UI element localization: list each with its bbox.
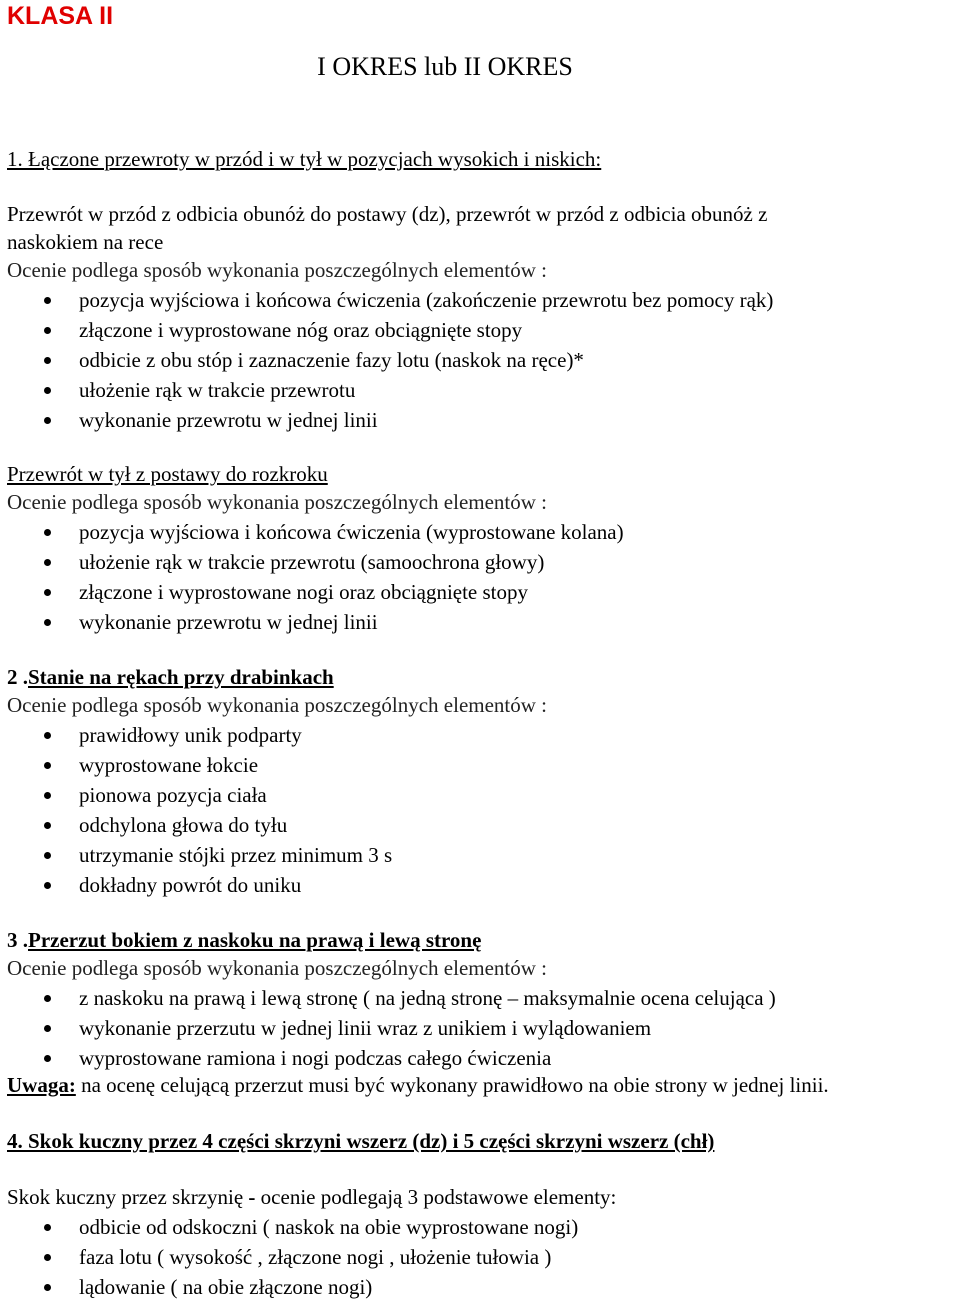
list-item: utrzymanie stójki przez minimum 3 s [0, 840, 392, 870]
list-item: wyprostowane ramiona i nogi podczas całego ćwiczenia [0, 1043, 776, 1073]
sub2-title-text: Przewrót w tył z postawy do rozkroku [7, 462, 328, 486]
list-item: odchylona głowa do tyłu [0, 810, 392, 840]
sub2-title [7, 460, 328, 488]
section-3-number: 3 . [7, 928, 28, 952]
list-item: ułożenie rąk w trakcie przewrotu (samoochrona głowy) [0, 547, 624, 577]
criteria-list-1 [0, 285, 773, 435]
list-item: pozycja wyjściowa i końcowa ćwiczenia (zakończenie przewrotu bez pomocy rąk) [0, 285, 773, 315]
section-4-title-text: 4. Skok kuczny przez 4 części skrzyni wszerz (dz) i 5 części skrzyni wszerz (chł) [7, 1129, 715, 1153]
term-heading: I OKRES lub II OKRES [317, 52, 573, 81]
section-2-number: 2 . [7, 665, 28, 689]
list-item: faza lotu ( wysokość , złączone nogi , ułożenie tułowia ) [0, 1242, 578, 1272]
section-4-intro [7, 1183, 616, 1211]
list-item: złączone i wyprostowane nóg oraz obciągnięte stopy [0, 315, 773, 345]
list-item: ułożenie rąk w trakcie przewrotu [0, 375, 773, 405]
class-heading: KLASA II [7, 2, 114, 30]
list-item: pozycja wyjściowa i końcowa ćwiczenia (wyprostowane kolana) [0, 517, 624, 547]
list-item: prawidłowy unik podparty [0, 720, 392, 750]
note-text: na ocenę celującą przerzut musi być wykonany prawidłowo na obie strony w jednej linii. [75, 1073, 829, 1097]
list-item: odbicie od odskoczni ( naskok na obie wyprostowane nogi) [0, 1212, 578, 1242]
section-3-title [7, 926, 481, 954]
list-item: odbicie z obu stóp i zaznaczenie fazy lotu (naskok na ręce)* [0, 345, 773, 375]
intro-part-a: Skok kuczny przez skrzynię [7, 1185, 249, 1209]
list-item: wykonanie przerzutu w jednej linii wraz z unikiem i wylądowaniem [0, 1013, 776, 1043]
section-2-title [7, 663, 334, 691]
criteria-list-3 [0, 720, 392, 900]
list-item: lądowanie ( na obie złączone nogi) [0, 1272, 578, 1302]
section-4-title [7, 1127, 714, 1155]
list-item: wyprostowane łokcie [0, 750, 392, 780]
criteria-list-5 [0, 1212, 578, 1302]
section-3-title-text: Przerzut bokiem z naskoku na prawą i lewą stronę [28, 928, 482, 952]
grading-note-4: Ocenie podlega sposób wykonania poszczególnych elementów : [7, 956, 548, 980]
intro-part-c: ocenie podlegają 3 podstawowe elementy: [255, 1185, 617, 1209]
intro-dash: - [248, 1185, 256, 1209]
section-1-title-text: 1. Łączone przewroty w przód i w tył w pozycjach wysokich i niskich: [7, 147, 602, 171]
list-item: z naskoku na prawą i lewą stronę ( na jedną stronę – maksymalnie ocena celująca ) [0, 983, 776, 1013]
section-2-title-text: Stanie na rękach przy drabinkach [28, 665, 334, 689]
grading-note-2: Ocenie podlega sposób wykonania poszczególnych elementów : [7, 490, 548, 514]
grading-note-1: Ocenie podlega sposób wykonania poszczególnych elementów : [7, 258, 548, 282]
note-label: Uwaga: [7, 1073, 76, 1097]
list-item: dokładny powrót do uniku [0, 870, 392, 900]
list-item: pionowa pozycja ciała [0, 780, 392, 810]
criteria-list-4 [0, 983, 776, 1073]
sub1-line1: Przewrót w przód z odbicia obunóż do postawy (dz), przewrót w przód z odbicia obunóż z [7, 202, 768, 226]
criteria-list-2 [0, 517, 624, 637]
grading-note-3: Ocenie podlega sposób wykonania poszczególnych elementów : [7, 693, 548, 717]
sub1-line2: naskokiem na rece [7, 230, 164, 254]
list-item: wykonanie przewrotu w jednej linii [0, 607, 624, 637]
note [7, 1071, 829, 1099]
list-item: wykonanie przewrotu w jednej linii [0, 405, 773, 435]
list-item: złączone i wyprostowane nogi oraz obciągnięte stopy [0, 577, 624, 607]
section-1-title [7, 145, 601, 173]
